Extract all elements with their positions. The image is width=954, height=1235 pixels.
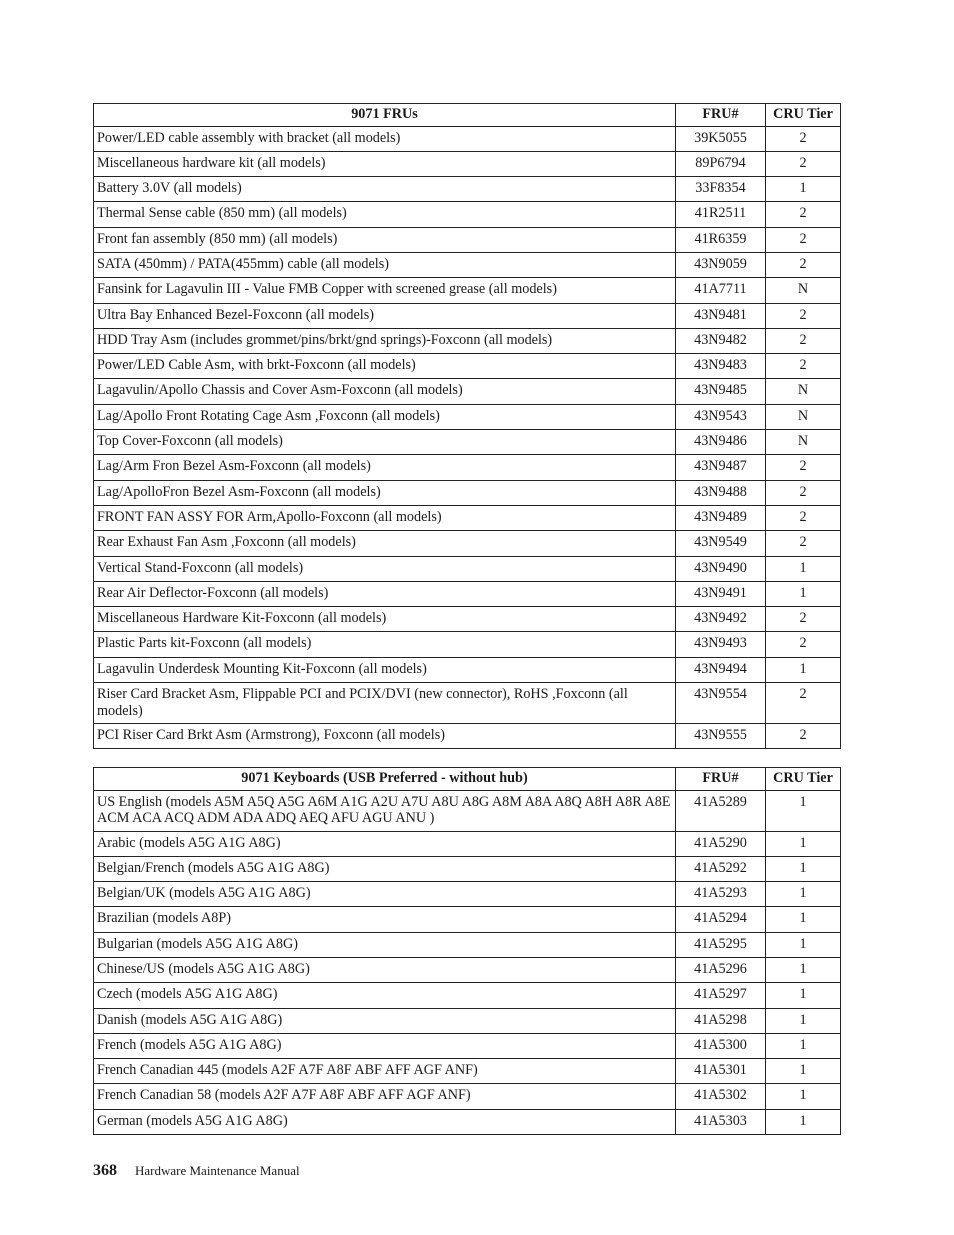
- cell-description: German (models A5G A1G A8G): [94, 1109, 676, 1134]
- cell-description: Chinese/US (models A5G A1G A8G): [94, 957, 676, 982]
- cell-fru-number: 43N9555: [676, 724, 766, 749]
- column-header-cru-tier: CRU Tier: [766, 104, 841, 127]
- cell-description: French Canadian 58 (models A2F A7F A8F ABF AFF AGF ANF): [94, 1084, 676, 1109]
- table-row: [94, 1008, 841, 1033]
- cell-cru-tier: 2: [766, 202, 841, 227]
- cell-description: SATA (450mm) / PATA(455mm) cable (all models): [94, 252, 676, 277]
- cell-fru-number: 41R2511: [676, 202, 766, 227]
- cell-fru-number: 43N9485: [676, 379, 766, 404]
- cell-description: Front fan assembly (850 mm) (all models): [94, 227, 676, 252]
- table-row: [94, 505, 841, 530]
- cell-fru-number: 41A5296: [676, 957, 766, 982]
- cell-fru-number: 43N9493: [676, 632, 766, 657]
- cell-fru-number: 43N9491: [676, 581, 766, 606]
- cell-cru-tier: 1: [766, 1008, 841, 1033]
- cell-fru-number: 43N9494: [676, 657, 766, 682]
- cell-description: Power/LED cable assembly with bracket (all models): [94, 126, 676, 151]
- table-row: [94, 151, 841, 176]
- table-row: [94, 983, 841, 1008]
- cell-cru-tier: 2: [766, 303, 841, 328]
- table-row: [94, 724, 841, 749]
- cell-description: Ultra Bay Enhanced Bezel-Foxconn (all models): [94, 303, 676, 328]
- table-row: [94, 1109, 841, 1134]
- cell-description: Belgian/French (models A5G A1G A8G): [94, 856, 676, 881]
- cell-description: Battery 3.0V (all models): [94, 177, 676, 202]
- table-row: [94, 657, 841, 682]
- cell-fru-number: 33F8354: [676, 177, 766, 202]
- table-header-row: [94, 768, 841, 791]
- column-header-description: 9071 Keyboards (USB Preferred - without hub): [94, 768, 676, 791]
- cell-cru-tier: 1: [766, 790, 841, 831]
- cell-fru-number: 43N9483: [676, 354, 766, 379]
- cell-fru-number: 41A5301: [676, 1059, 766, 1084]
- page-number: 368: [93, 1162, 117, 1179]
- table-row: [94, 531, 841, 556]
- cell-fru-number: 41A5295: [676, 932, 766, 957]
- cell-cru-tier: N: [766, 278, 841, 303]
- cell-fru-number: 43N9482: [676, 328, 766, 353]
- cell-fru-number: 43N9490: [676, 556, 766, 581]
- cell-cru-tier: 1: [766, 556, 841, 581]
- column-header-fru-number: FRU#: [676, 768, 766, 791]
- cell-cru-tier: N: [766, 404, 841, 429]
- cell-description: PCI Riser Card Brkt Asm (Armstrong), Foxconn (all models): [94, 724, 676, 749]
- table-row: [94, 126, 841, 151]
- cell-fru-number: 43N9486: [676, 430, 766, 455]
- table-header-row: [94, 104, 841, 127]
- table-row: [94, 882, 841, 907]
- table-row: [94, 831, 841, 856]
- cell-fru-number: 41A7711: [676, 278, 766, 303]
- cell-fru-number: 41A5289: [676, 790, 766, 831]
- cell-cru-tier: 1: [766, 581, 841, 606]
- cell-description: Fansink for Lagavulin III - Value FMB Copper with screened grease (all models): [94, 278, 676, 303]
- table-row: [94, 404, 841, 429]
- cell-description: Vertical Stand-Foxconn (all models): [94, 556, 676, 581]
- cell-description: Bulgarian (models A5G A1G A8G): [94, 932, 676, 957]
- table-row: [94, 252, 841, 277]
- cell-fru-number: 43N9543: [676, 404, 766, 429]
- table-row: [94, 480, 841, 505]
- cell-cru-tier: N: [766, 430, 841, 455]
- table-row: [94, 202, 841, 227]
- cell-description: French Canadian 445 (models A2F A7F A8F ABF AFF AGF ANF): [94, 1059, 676, 1084]
- cell-fru-number: 41A5303: [676, 1109, 766, 1134]
- table-row: [94, 632, 841, 657]
- cell-cru-tier: 1: [766, 1109, 841, 1134]
- cell-cru-tier: 1: [766, 882, 841, 907]
- table-row: [94, 1033, 841, 1058]
- cell-cru-tier: 1: [766, 1059, 841, 1084]
- cell-description: Power/LED Cable Asm, with brkt-Foxconn (all models): [94, 354, 676, 379]
- cell-fru-number: 43N9492: [676, 607, 766, 632]
- cell-description: US English (models A5M A5Q A5G A6M A1G A2U A7U A8U A8G A8M A8A A8Q A8H A8R A8E ACM ACA ACQ ADM ADA ADQ AEQ AFU AGU ANU ): [94, 790, 676, 831]
- cell-cru-tier: 1: [766, 983, 841, 1008]
- table-row: [94, 1084, 841, 1109]
- fru-table: [93, 103, 841, 749]
- cell-fru-number: 89P6794: [676, 151, 766, 176]
- table-row: [94, 379, 841, 404]
- cell-cru-tier: 1: [766, 831, 841, 856]
- cell-description: Thermal Sense cable (850 mm) (all models): [94, 202, 676, 227]
- table-row: [94, 856, 841, 881]
- cell-cru-tier: 2: [766, 252, 841, 277]
- keyboard-table: [93, 767, 841, 1135]
- cell-description: HDD Tray Asm (includes grommet/pins/brkt/gnd springs)-Foxconn (all models): [94, 328, 676, 353]
- cell-fru-number: 43N9549: [676, 531, 766, 556]
- cell-fru-number: 41A5302: [676, 1084, 766, 1109]
- cell-fru-number: 43N9487: [676, 455, 766, 480]
- table-row: [94, 581, 841, 606]
- table-row: [94, 607, 841, 632]
- cell-fru-number: 43N9481: [676, 303, 766, 328]
- cell-cru-tier: 2: [766, 505, 841, 530]
- cell-fru-number: 41A5294: [676, 907, 766, 932]
- table-row: [94, 932, 841, 957]
- column-header-description: 9071 FRUs: [94, 104, 676, 127]
- cell-cru-tier: 2: [766, 480, 841, 505]
- cell-cru-tier: 2: [766, 724, 841, 749]
- cell-fru-number: 41A5297: [676, 983, 766, 1008]
- cell-description: Lag/ApolloFron Bezel Asm-Foxconn (all models): [94, 480, 676, 505]
- cell-cru-tier: 2: [766, 126, 841, 151]
- cell-fru-number: 43N9554: [676, 683, 766, 724]
- table-row: [94, 177, 841, 202]
- cell-cru-tier: 2: [766, 607, 841, 632]
- cell-cru-tier: 2: [766, 455, 841, 480]
- column-header-fru-number: FRU#: [676, 104, 766, 127]
- table-row: [94, 354, 841, 379]
- cell-description: Belgian/UK (models A5G A1G A8G): [94, 882, 676, 907]
- cell-cru-tier: 1: [766, 856, 841, 881]
- cell-description: Top Cover-Foxconn (all models): [94, 430, 676, 455]
- cell-description: FRONT FAN ASSY FOR Arm,Apollo-Foxconn (all models): [94, 505, 676, 530]
- table-row: [94, 227, 841, 252]
- cell-cru-tier: 2: [766, 632, 841, 657]
- cell-cru-tier: 1: [766, 957, 841, 982]
- cell-cru-tier: 1: [766, 1084, 841, 1109]
- cell-description: Lagavulin/Apollo Chassis and Cover Asm-Foxconn (all models): [94, 379, 676, 404]
- table-row: [94, 957, 841, 982]
- cell-description: Rear Exhaust Fan Asm ,Foxconn (all models): [94, 531, 676, 556]
- cell-cru-tier: 2: [766, 354, 841, 379]
- table-row: [94, 455, 841, 480]
- cell-fru-number: 41A5292: [676, 856, 766, 881]
- cell-description: Rear Air Deflector-Foxconn (all models): [94, 581, 676, 606]
- cell-cru-tier: 2: [766, 683, 841, 724]
- cell-cru-tier: 1: [766, 907, 841, 932]
- table-row: [94, 1059, 841, 1084]
- cell-fru-number: 43N9059: [676, 252, 766, 277]
- manual-title: Hardware Maintenance Manual: [135, 1163, 300, 1178]
- table-row: [94, 790, 841, 831]
- cell-cru-tier: 1: [766, 657, 841, 682]
- cell-fru-number: 41A5290: [676, 831, 766, 856]
- cell-description: Lag/Apollo Front Rotating Cage Asm ,Foxconn (all models): [94, 404, 676, 429]
- cell-cru-tier: 2: [766, 328, 841, 353]
- cell-fru-number: 41A5300: [676, 1033, 766, 1058]
- cell-description: French (models A5G A1G A8G): [94, 1033, 676, 1058]
- cell-fru-number: 41A5293: [676, 882, 766, 907]
- table-row: [94, 278, 841, 303]
- table-row: [94, 328, 841, 353]
- table-row: [94, 303, 841, 328]
- cell-description: Riser Card Bracket Asm, Flippable PCI and PCIX/DVI (new connector), RoHS ,Foxconn (all models): [94, 683, 676, 724]
- cell-cru-tier: 1: [766, 932, 841, 957]
- cell-cru-tier: N: [766, 379, 841, 404]
- cell-description: Plastic Parts kit-Foxconn (all models): [94, 632, 676, 657]
- table-row: [94, 683, 841, 724]
- cell-fru-number: 43N9489: [676, 505, 766, 530]
- cell-cru-tier: 1: [766, 177, 841, 202]
- cell-cru-tier: 2: [766, 227, 841, 252]
- cell-description: Lag/Arm Fron Bezel Asm-Foxconn (all models): [94, 455, 676, 480]
- table-row: [94, 430, 841, 455]
- page-footer: [93, 1162, 300, 1180]
- cell-cru-tier: 1: [766, 1033, 841, 1058]
- cell-description: Lagavulin Underdesk Mounting Kit-Foxconn (all models): [94, 657, 676, 682]
- cell-fru-number: 41R6359: [676, 227, 766, 252]
- cell-fru-number: 41A5298: [676, 1008, 766, 1033]
- column-header-cru-tier: CRU Tier: [766, 768, 841, 791]
- cell-description: Miscellaneous Hardware Kit-Foxconn (all models): [94, 607, 676, 632]
- cell-cru-tier: 2: [766, 151, 841, 176]
- table-row: [94, 907, 841, 932]
- cell-description: Miscellaneous hardware kit (all models): [94, 151, 676, 176]
- cell-cru-tier: 2: [766, 531, 841, 556]
- table-row: [94, 556, 841, 581]
- cell-fru-number: 43N9488: [676, 480, 766, 505]
- cell-description: Brazilian (models A8P): [94, 907, 676, 932]
- cell-description: Arabic (models A5G A1G A8G): [94, 831, 676, 856]
- cell-description: Danish (models A5G A1G A8G): [94, 1008, 676, 1033]
- cell-description: Czech (models A5G A1G A8G): [94, 983, 676, 1008]
- cell-fru-number: 39K5055: [676, 126, 766, 151]
